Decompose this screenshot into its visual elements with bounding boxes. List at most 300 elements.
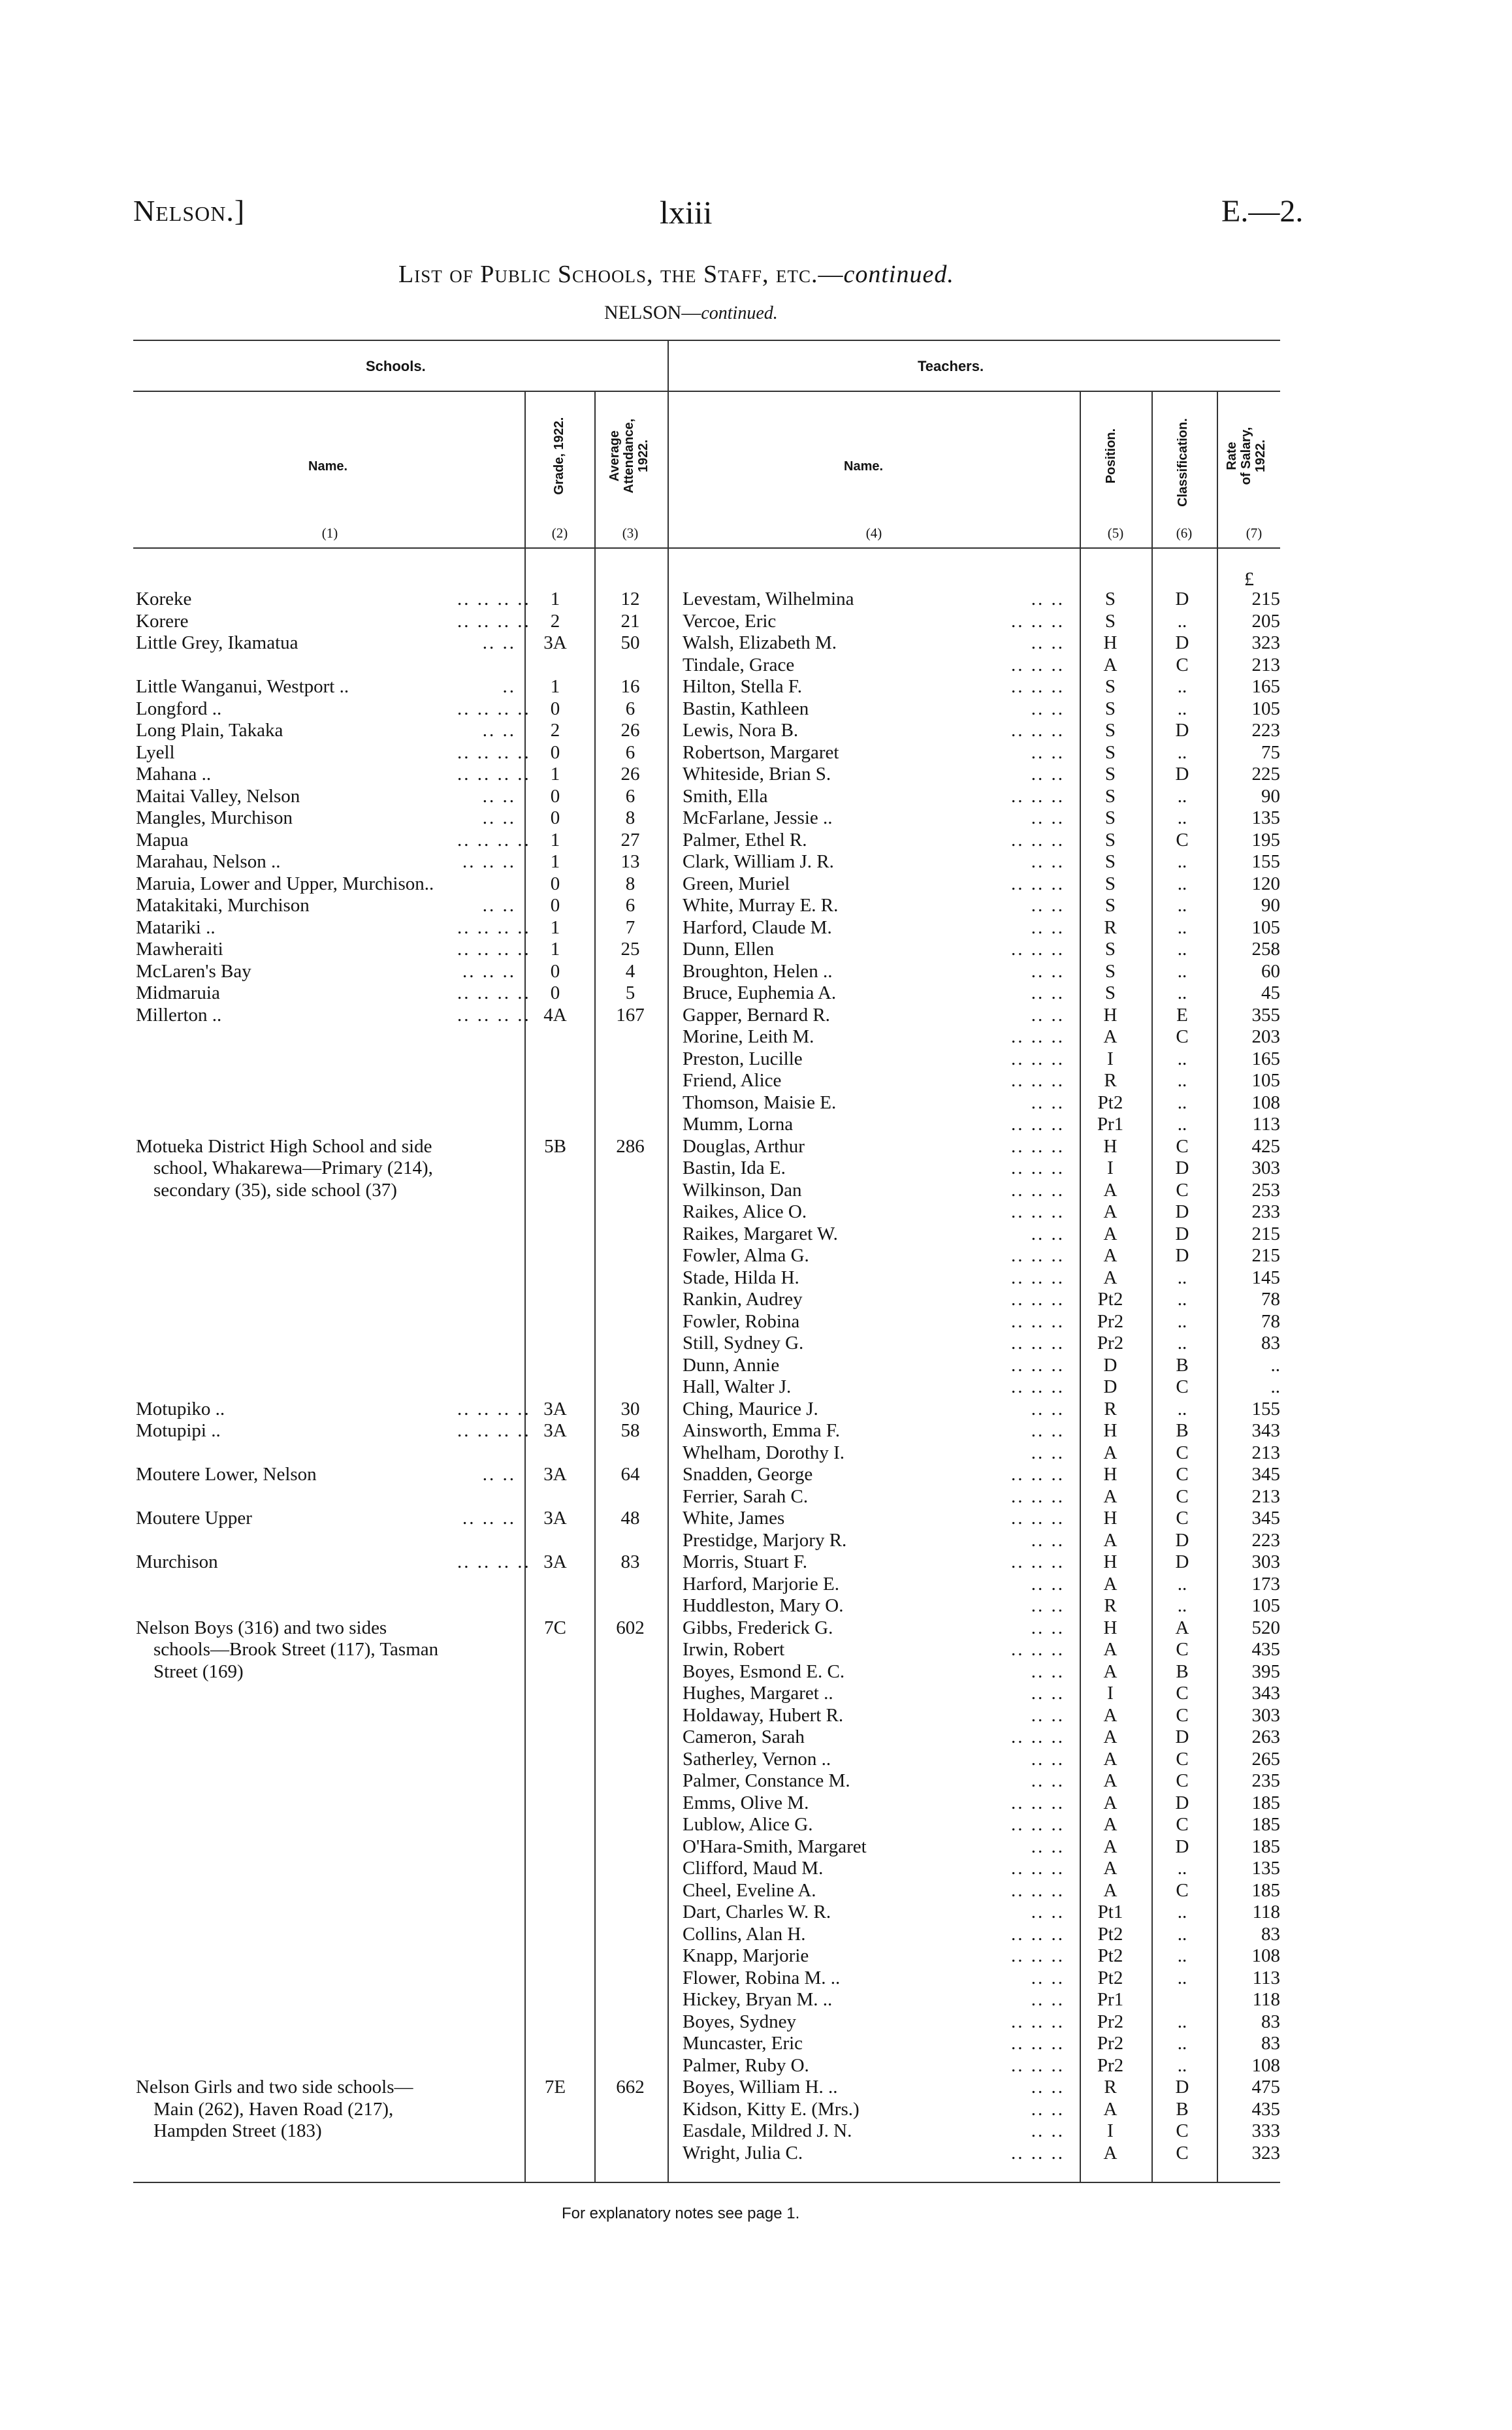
table-row [0, 1573, 1512, 1595]
school-leader-dots: .. .. .. .. [457, 742, 531, 763]
classification-cell: .. [1177, 676, 1187, 697]
school-leader-dots: .. .. .. .. [457, 589, 531, 609]
salary-cell: 303 [1251, 1551, 1280, 1572]
school-name: Koreke [136, 589, 192, 609]
classification-cell: .. [1177, 1289, 1187, 1310]
teacher-leader-dots: .. .. [1031, 1705, 1065, 1726]
position-cell: A [1103, 1442, 1118, 1463]
classification-cell: B [1176, 1420, 1189, 1441]
teacher-name: Snadden, George [683, 1464, 813, 1485]
bottom-rule [133, 2182, 1280, 2183]
teacher-name: Robertson, Margaret [683, 742, 839, 763]
attendance-header-line2: Attendance, [622, 418, 636, 494]
salary-cell: 78 [1261, 1289, 1280, 1310]
teacher-leader-dots: .. .. [1031, 961, 1065, 982]
teacher-name: Bastin, Kathleen [683, 698, 809, 719]
salary-cell: 118 [1252, 1902, 1280, 1922]
position-cell: A [1103, 1486, 1118, 1507]
teacher-leader-dots: .. .. .. [1011, 1376, 1065, 1397]
classification-cell: C [1176, 1880, 1189, 1901]
school-name: Little Wanganui, Westport .. [136, 676, 349, 697]
teacher-name: Huddleston, Mary O. [683, 1595, 844, 1616]
classification-cell: D [1175, 1201, 1189, 1222]
table-row [0, 894, 1512, 916]
table-row [0, 1792, 1512, 1814]
salary-cell: 223 [1251, 720, 1280, 741]
salary-cell: 205 [1251, 611, 1280, 632]
teacher-leader-dots: .. .. .. [1011, 873, 1065, 894]
table-row [0, 960, 1512, 982]
attendance-cell: 48 [620, 1508, 640, 1529]
school-name: Motupipi .. [136, 1420, 221, 1441]
teacher-leader-dots: .. .. [1031, 1223, 1065, 1244]
school-name: Mapua [136, 830, 189, 850]
table-row [0, 1354, 1512, 1376]
salary-cell: 475 [1251, 2077, 1280, 2098]
school-name: Maitai Valley, Nelson [136, 786, 300, 807]
teacher-name: Palmer, Constance M. [683, 1770, 850, 1791]
position-cell: R [1104, 1070, 1117, 1091]
position-cell: A [1103, 1574, 1118, 1595]
position-cell: S [1104, 720, 1116, 741]
teacher-leader-dots: .. .. .. [1011, 830, 1065, 850]
school-leader-dots: .. .. .. .. [457, 917, 531, 938]
position-cell: I [1107, 1683, 1114, 1704]
teacher-name: Broughton, Helen .. [683, 961, 833, 982]
table-row [0, 1026, 1512, 1048]
table-row [0, 1945, 1512, 1967]
salary-cell: 265 [1251, 1749, 1280, 1770]
classification-cell: .. [1177, 1092, 1187, 1113]
school-leader-dots: .. .. .. .. [457, 1005, 531, 1026]
classification-cell: .. [1177, 1114, 1187, 1135]
position-cell: R [1104, 1399, 1117, 1419]
grade-cell: 0 [550, 895, 560, 916]
position-cell: R [1104, 2077, 1117, 2098]
position-cell: A [1103, 1201, 1118, 1222]
attendance-cell: 26 [620, 764, 640, 785]
classification-cell: B [1176, 1355, 1189, 1376]
salary-cell: 105 [1251, 698, 1280, 719]
grade-cell: 0 [550, 873, 560, 894]
position-cell: Pt2 [1097, 1092, 1123, 1113]
teacher-name: Boyes, Sydney [683, 2011, 796, 2032]
school-leader-dots: .. .. .. .. [457, 764, 531, 785]
teacher-leader-dots: .. .. .. [1011, 1026, 1065, 1047]
teacher-leader-dots: .. .. .. [1011, 1792, 1065, 1813]
teacher-name: Harford, Marjorie E. [683, 1574, 839, 1595]
teacher-leader-dots: .. .. .. [1011, 1924, 1065, 1945]
salary-cell: 520 [1251, 1617, 1280, 1638]
position-cell: A [1103, 2099, 1118, 2120]
salary-cell: 83 [1261, 2011, 1280, 2032]
table-row [0, 2011, 1512, 2033]
classification-cell: .. [1177, 786, 1187, 807]
salary-cell: 135 [1251, 1858, 1280, 1879]
teacher-name-header: Name. [844, 459, 884, 474]
teacher-name: Smith, Ella [683, 786, 768, 807]
teacher-leader-dots: .. .. .. [1011, 1201, 1065, 1222]
teacher-leader-dots: .. .. [1031, 698, 1065, 719]
teacher-name: Vercoe, Eric [683, 611, 777, 632]
table-row [0, 1113, 1512, 1135]
school-leader-dots: .. .. .. .. [457, 939, 531, 960]
classification-cell: .. [1177, 917, 1187, 938]
classification-cell: D [1175, 632, 1189, 653]
position-cell: A [1103, 1705, 1118, 1726]
position-cell: I [1107, 1158, 1114, 1178]
position-cell: Pt2 [1097, 1924, 1123, 1945]
classification-cell: .. [1177, 1945, 1187, 1966]
teacher-name: Fowler, Robina [683, 1311, 800, 1332]
teacher-name: Lublow, Alice G. [683, 1814, 813, 1835]
table-row [0, 785, 1512, 807]
attendance-cell: 602 [616, 1617, 645, 1638]
title-italic: continued. [843, 261, 954, 288]
teacher-name: Still, Sydney G. [683, 1333, 804, 1353]
position-cell: A [1103, 1858, 1118, 1879]
classification-cell: C [1176, 1770, 1189, 1791]
table-row [0, 1267, 1512, 1289]
teacher-name: Levestam, Wilhelmina [683, 589, 854, 609]
teacher-name: Hickey, Bryan M. .. [683, 1989, 833, 2010]
table-row [0, 1288, 1512, 1310]
salary-cell: 395 [1251, 1661, 1280, 1682]
position-cell: H [1103, 1136, 1118, 1157]
teacher-name: Palmer, Ruby O. [683, 2055, 809, 2076]
school-name-header: Name. [308, 459, 348, 474]
running-head-left: Nelson.] [133, 194, 246, 227]
grade-cell: 3A [543, 1551, 567, 1572]
teacher-name: Raikes, Alice O. [683, 1201, 807, 1222]
position-cell: A [1103, 1836, 1118, 1857]
school-name: Moutere Upper [136, 1508, 252, 1529]
salary-cell: 185 [1251, 1792, 1280, 1813]
position-cell: H [1103, 1420, 1118, 1441]
classification-cell: .. [1177, 1311, 1187, 1332]
school-name: Maruia, Lower and Upper, Murchison.. [136, 873, 434, 894]
attendance-cell: 58 [620, 1420, 640, 1441]
salary-cell: 225 [1251, 764, 1280, 785]
position-cell: S [1104, 698, 1116, 719]
teacher-name: Flower, Robina M. .. [683, 1968, 841, 1988]
table-row [0, 938, 1512, 960]
classification-cell: .. [1177, 1070, 1187, 1091]
column-number-4: (4) [865, 525, 882, 541]
salary-cell: 185 [1251, 1836, 1280, 1857]
salary-cell: 120 [1251, 873, 1280, 894]
attendance-cell: 12 [620, 589, 640, 609]
table-row [0, 1092, 1512, 1114]
teacher-name: Friend, Alice [683, 1070, 782, 1091]
school-leader-dots: .. .. .. .. [457, 1420, 531, 1441]
table-row [0, 829, 1512, 851]
position-cell: A [1103, 1661, 1118, 1682]
school-name: Main (262), Haven Road (217), [153, 2099, 394, 2120]
classification-cell: D [1175, 1223, 1189, 1244]
column-number-3: (3) [622, 525, 639, 541]
table-row [0, 1135, 1512, 1158]
school-name: Hampden Street (183) [153, 2120, 322, 2141]
classification-cell: C [1176, 1749, 1189, 1770]
teacher-name: Gapper, Bernard R. [683, 1005, 830, 1026]
classification-cell: .. [1177, 1858, 1187, 1879]
table-row [0, 916, 1512, 939]
teacher-name: Dunn, Annie [683, 1355, 780, 1376]
school-name: Nelson Boys (316) and two sides [136, 1617, 387, 1638]
position-cell: R [1104, 917, 1117, 938]
teacher-name: Knapp, Marjorie [683, 1945, 809, 1966]
school-name: Street (169) [153, 1661, 244, 1682]
grade-cell: 0 [550, 698, 560, 719]
table-row [0, 807, 1512, 829]
teacher-name: O'Hara-Smith, Margaret [683, 1836, 867, 1857]
position-cell: H [1103, 1551, 1118, 1572]
table-row [0, 2120, 1512, 2142]
salary-cell: 105 [1251, 1595, 1280, 1616]
position-cell: A [1103, 1245, 1118, 1266]
teacher-name: Satherley, Vernon .. [683, 1749, 831, 1770]
classification-cell: .. [1177, 1902, 1187, 1922]
classification-cell: .. [1177, 742, 1187, 763]
teacher-name: Collins, Alan H. [683, 1924, 806, 1945]
column-number-5: (5) [1107, 525, 1124, 541]
page-number: lxiii [660, 194, 713, 231]
salary-cell: 113 [1252, 1968, 1280, 1988]
school-leader-dots: .. .. .. [462, 851, 516, 872]
position-cell: A [1103, 1026, 1118, 1047]
grade-cell: 3A [543, 1508, 567, 1529]
classification-cell: E [1176, 1005, 1188, 1026]
teacher-leader-dots: .. .. [1031, 807, 1065, 828]
table-row [0, 1529, 1512, 1551]
column-number-1: (1) [321, 525, 338, 541]
teacher-name: Dunn, Ellen [683, 939, 775, 960]
salary-cell: 118 [1252, 1989, 1280, 2010]
teacher-leader-dots: .. .. [1031, 1399, 1065, 1419]
table-row [0, 719, 1512, 741]
position-cell: Pr2 [1097, 1311, 1124, 1332]
grade-cell: 0 [550, 742, 560, 763]
school-leader-dots: .. .. [482, 1464, 516, 1485]
teacher-leader-dots: .. .. .. [1011, 1464, 1065, 1485]
classification-cell: .. [1177, 982, 1187, 1003]
teacher-name: Bruce, Euphemia A. [683, 982, 837, 1003]
salary-cell: 83 [1261, 1924, 1280, 1945]
salary-cell: 83 [1261, 1333, 1280, 1353]
attendance-cell: 50 [620, 632, 640, 653]
position-cell: S [1104, 589, 1116, 609]
salary-cell: 253 [1251, 1180, 1280, 1201]
school-name: Marahau, Nelson .. [136, 851, 281, 872]
teacher-name: Morine, Leith M. [683, 1026, 814, 1047]
table-row [0, 873, 1512, 895]
table-row [0, 1617, 1512, 1639]
teacher-leader-dots: .. .. [1031, 2099, 1065, 2120]
salary-cell: 165 [1251, 1048, 1280, 1069]
classification-cell: D [1175, 764, 1189, 785]
position-cell: A [1103, 1530, 1118, 1551]
school-name: Matakitaki, Murchison [136, 895, 310, 916]
table-row [0, 1223, 1512, 1245]
salary-cell: 333 [1251, 2120, 1280, 2141]
salary-cell: 215 [1251, 589, 1280, 609]
attendance-cell: 27 [620, 830, 640, 850]
teacher-leader-dots: .. .. .. [1011, 1880, 1065, 1901]
teacher-leader-dots: .. .. .. [1011, 1267, 1065, 1288]
classification-cell: C [1176, 2143, 1189, 2163]
teacher-leader-dots: .. .. .. [1011, 1355, 1065, 1376]
teacher-leader-dots: .. .. [1031, 1902, 1065, 1922]
teacher-leader-dots: .. .. [1031, 1770, 1065, 1791]
school-name: Long Plain, Takaka [136, 720, 283, 741]
salary-cell: 83 [1261, 2033, 1280, 2054]
salary-cell: 215 [1251, 1245, 1280, 1266]
school-leader-dots: .. .. [482, 632, 516, 653]
position-cell: H [1103, 1617, 1118, 1638]
grade-cell: 0 [550, 807, 560, 828]
teacher-leader-dots: .. .. .. [1011, 1180, 1065, 1201]
teacher-leader-dots: .. .. .. [1011, 1814, 1065, 1835]
classification-cell: D [1175, 589, 1189, 609]
title-main: List of Public Schools, the Staff, etc.— [398, 261, 844, 288]
position-cell: Pr2 [1097, 2055, 1124, 2076]
classification-cell: C [1176, 1705, 1189, 1726]
classification-cell: C [1176, 1136, 1189, 1157]
classification-cell: .. [1177, 2033, 1187, 2054]
classification-cell: C [1176, 830, 1189, 850]
salary-cell: 258 [1251, 939, 1280, 960]
salary-cell: 45 [1261, 982, 1280, 1003]
position-cell: A [1103, 1726, 1118, 1747]
teacher-leader-dots: .. .. .. [1011, 1508, 1065, 1529]
table-row [0, 1857, 1512, 1879]
table-row [0, 654, 1512, 676]
classification-cell: .. [1177, 873, 1187, 894]
teacher-leader-dots: .. .. [1031, 1595, 1065, 1616]
school-name: school, Whakarewa—Primary (214), [153, 1158, 433, 1178]
teacher-leader-dots: .. .. [1031, 1683, 1065, 1704]
table-row [0, 1463, 1512, 1485]
teacher-leader-dots: .. .. .. [1011, 1289, 1065, 1310]
table-row [0, 1485, 1512, 1508]
grade-cell: 3A [543, 1399, 567, 1419]
school-leader-dots: .. .. [482, 720, 516, 741]
attendance-cell: 16 [620, 676, 640, 697]
teacher-leader-dots: .. .. [1031, 1968, 1065, 1988]
salary-cell: 155 [1251, 851, 1280, 872]
attendance-cell: 5 [625, 982, 635, 1003]
grade-cell: 4A [543, 1005, 567, 1026]
grade-cell: 0 [550, 982, 560, 1003]
salary-cell: 105 [1251, 917, 1280, 938]
table-row [0, 1376, 1512, 1398]
grade-cell: 5B [544, 1136, 566, 1157]
table-row [0, 1419, 1512, 1442]
salary-cell: .. [1270, 1376, 1280, 1397]
classification-cell: C [1176, 655, 1189, 675]
position-header: Position. [1104, 428, 1118, 484]
salary-cell: 425 [1251, 1136, 1280, 1157]
position-cell: D [1103, 1355, 1118, 1376]
teacher-name: Harford, Claude M. [683, 917, 832, 938]
classification-cell: .. [1177, 1048, 1187, 1069]
attendance-cell: 13 [620, 851, 640, 872]
salary-cell: 203 [1251, 1026, 1280, 1047]
position-cell: Pr2 [1097, 2011, 1124, 2032]
teacher-leader-dots: .. .. [1031, 895, 1065, 916]
schools-group-header: Schools. [366, 358, 426, 374]
position-cell: Pt1 [1097, 1902, 1123, 1922]
classification-cell: C [1176, 1180, 1189, 1201]
school-leader-dots: .. .. .. .. [457, 611, 531, 632]
table-row [0, 1244, 1512, 1267]
position-cell: S [1104, 611, 1116, 632]
attendance-header-line3: 1922. [636, 439, 651, 473]
table-row [0, 2054, 1512, 2077]
teacher-leader-dots: .. .. [1031, 2120, 1065, 2141]
teacher-leader-dots: .. .. [1031, 589, 1065, 609]
school-name: Motupiko .. [136, 1399, 225, 1419]
school-leader-dots: .. .. .. [462, 961, 516, 982]
column-number-6: (6) [1176, 525, 1193, 541]
attendance-cell: 7 [625, 917, 635, 938]
classification-cell: .. [1177, 1924, 1187, 1945]
teacher-leader-dots: .. .. [1031, 1420, 1065, 1441]
position-cell: A [1103, 655, 1118, 675]
teacher-name: Clark, William J. R. [683, 851, 834, 872]
salary-cell: 60 [1261, 961, 1280, 982]
salary-cell: 78 [1261, 1311, 1280, 1332]
salary-cell: 343 [1251, 1683, 1280, 1704]
teacher-leader-dots: .. .. [1031, 632, 1065, 653]
position-cell: S [1104, 742, 1116, 763]
classification-cell: .. [1177, 611, 1187, 632]
salary-header-line2: of Salary, [1239, 427, 1253, 485]
school-name: Little Grey, Ikamatua [136, 632, 298, 653]
teacher-leader-dots: .. .. .. [1011, 1311, 1065, 1332]
currency-symbol: £ [1244, 568, 1254, 590]
teacher-name: McFarlane, Jessie .. [683, 807, 833, 828]
attendance-cell: 6 [625, 742, 635, 763]
position-cell: Pt2 [1097, 1945, 1123, 1966]
table-row [0, 1332, 1512, 1354]
subtitle-italic: continued. [701, 303, 778, 323]
classification-cell: C [1176, 1508, 1189, 1529]
table-row [0, 1048, 1512, 1070]
grade-cell: 7C [544, 1617, 566, 1638]
table-subtitle [604, 302, 778, 324]
subtitle-main: NELSON— [604, 302, 701, 323]
classification-cell: B [1176, 2099, 1189, 2120]
salary-cell: 233 [1251, 1201, 1280, 1222]
teacher-leader-dots: .. .. [1031, 1989, 1065, 2010]
school-leader-dots: .. .. .. .. [457, 1399, 531, 1419]
teacher-leader-dots: .. .. .. [1011, 1114, 1065, 1135]
teacher-name: Cheel, Eveline A. [683, 1880, 816, 1901]
teacher-name: Whiteside, Brian S. [683, 764, 831, 785]
position-cell: I [1107, 1048, 1114, 1069]
classification-cell: C [1176, 1639, 1189, 1660]
grade-cell: 2 [550, 611, 560, 632]
teacher-name: Emms, Olive M. [683, 1792, 809, 1813]
school-leader-dots: .. .. [482, 895, 516, 916]
teacher-leader-dots: .. .. .. [1011, 1245, 1065, 1266]
classification-cell: C [1176, 1486, 1189, 1507]
table-row [0, 1813, 1512, 1836]
teacher-leader-dots: .. .. [1031, 1092, 1065, 1113]
salary-cell: 355 [1251, 1005, 1280, 1026]
